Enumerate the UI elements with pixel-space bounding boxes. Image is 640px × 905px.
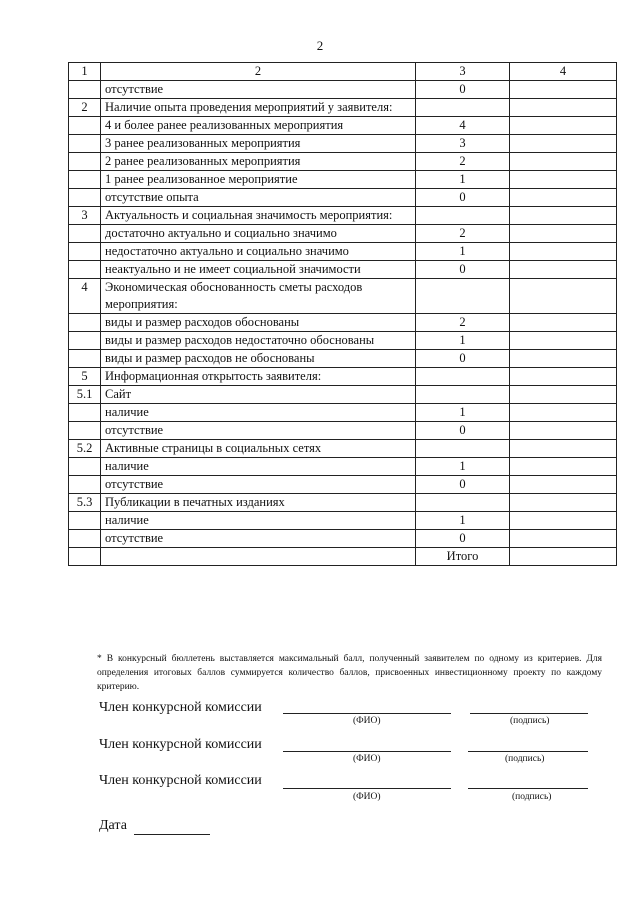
- score-cell: 1: [416, 332, 510, 350]
- score-cell: [416, 207, 510, 225]
- criterion-text: достаточно актуально и социально значимо: [101, 225, 416, 243]
- mark-cell[interactable]: [510, 117, 617, 135]
- score-cell: Итого: [416, 548, 510, 566]
- table-row: [69, 314, 617, 332]
- row-number: [69, 225, 101, 243]
- table-row: [69, 207, 617, 225]
- criterion-text: Экономическая обоснованность сметы расходов мероприятия:: [101, 279, 416, 314]
- mark-cell[interactable]: [510, 314, 617, 332]
- criterion-text: 4 и более ранее реализованных мероприятия: [101, 117, 416, 135]
- table-row: [69, 99, 617, 117]
- mark-cell[interactable]: [510, 153, 617, 171]
- criterion-text: неактуально и не имеет социальной значимости: [101, 261, 416, 279]
- criterion-text: отсутствие: [101, 422, 416, 440]
- mark-cell[interactable]: [510, 476, 617, 494]
- page-number: 2: [316, 38, 324, 53]
- row-number: [69, 171, 101, 189]
- mark-cell[interactable]: [510, 81, 617, 99]
- row-number: 5.1: [69, 386, 101, 404]
- score-cell: 0: [416, 350, 510, 368]
- table-row: [69, 512, 617, 530]
- mark-cell[interactable]: [510, 350, 617, 368]
- mark-cell[interactable]: [510, 332, 617, 350]
- table-row: [69, 440, 617, 458]
- mark-cell[interactable]: [510, 548, 617, 566]
- row-number: [69, 332, 101, 350]
- score-cell: 2: [416, 314, 510, 332]
- sign-line-1[interactable]: [470, 713, 588, 714]
- table-row: [69, 368, 617, 386]
- mark-cell[interactable]: [510, 243, 617, 261]
- row-number: 5.3: [69, 494, 101, 512]
- row-number: [69, 117, 101, 135]
- criterion-text: отсутствие: [101, 476, 416, 494]
- score-cell: 2: [416, 153, 510, 171]
- row-number: [69, 548, 101, 566]
- score-cell: 1: [416, 243, 510, 261]
- row-number: [69, 404, 101, 422]
- criterion-text: отсутствие опыта: [101, 189, 416, 207]
- mark-cell[interactable]: [510, 171, 617, 189]
- score-cell: [416, 279, 510, 314]
- row-number: [69, 153, 101, 171]
- row-number: 4: [69, 279, 101, 314]
- row-number: 5.2: [69, 440, 101, 458]
- row-number: [69, 458, 101, 476]
- mark-cell[interactable]: [510, 512, 617, 530]
- table-row: [69, 332, 617, 350]
- row-number: [69, 422, 101, 440]
- mark-cell[interactable]: [510, 422, 617, 440]
- criterion-text: 1 ранее реализованное мероприятие: [101, 171, 416, 189]
- score-cell: 1: [416, 171, 510, 189]
- table-row: [69, 81, 617, 99]
- table-row: [69, 171, 617, 189]
- table-row: [69, 189, 617, 207]
- criterion-text: Сайт: [101, 386, 416, 404]
- criterion-text: наличие: [101, 404, 416, 422]
- criterion-text: виды и размер расходов недостаточно обоснованы: [101, 332, 416, 350]
- row-number: 3: [69, 207, 101, 225]
- score-cell: [416, 99, 510, 117]
- date-label: Дата: [99, 818, 127, 833]
- row-number: 5: [69, 368, 101, 386]
- row-number: 2: [69, 99, 101, 117]
- row-number: [69, 350, 101, 368]
- table-row: [69, 135, 617, 153]
- table-row: [69, 225, 617, 243]
- header-col-1: 1: [69, 63, 101, 81]
- criterion-text: отсутствие: [101, 530, 416, 548]
- header-col-3: 3: [416, 63, 510, 81]
- mark-cell[interactable]: [510, 530, 617, 548]
- mark-cell[interactable]: [510, 279, 617, 314]
- criterion-text: наличие: [101, 512, 416, 530]
- header-col-4: 4: [510, 63, 617, 81]
- mark-cell[interactable]: [510, 386, 617, 404]
- fio-line-2[interactable]: [283, 751, 451, 752]
- mark-cell[interactable]: [510, 99, 617, 117]
- criterion-text: 2 ранее реализованных мероприятия: [101, 153, 416, 171]
- score-cell: 0: [416, 476, 510, 494]
- fio-caption-3: (ФИО): [353, 792, 381, 802]
- table-row: [69, 458, 617, 476]
- criterion-text: виды и размер расходов не обоснованы: [101, 350, 416, 368]
- table-row: [69, 350, 617, 368]
- score-cell: [416, 494, 510, 512]
- mark-cell[interactable]: [510, 189, 617, 207]
- score-cell: 2: [416, 225, 510, 243]
- row-number: [69, 189, 101, 207]
- row-number: [69, 512, 101, 530]
- score-cell: 0: [416, 81, 510, 99]
- table-row: [69, 548, 617, 566]
- table-row: [69, 476, 617, 494]
- score-cell: 3: [416, 135, 510, 153]
- sign-caption-2: (подпись): [505, 754, 545, 764]
- criterion-text: 3 ранее реализованных мероприятия: [101, 135, 416, 153]
- row-number: [69, 261, 101, 279]
- table-row: [69, 530, 617, 548]
- mark-cell[interactable]: [510, 261, 617, 279]
- mark-cell[interactable]: [510, 135, 617, 153]
- criterion-text: Активные страницы в социальных сетях: [101, 440, 416, 458]
- sign-line-3[interactable]: [468, 788, 588, 789]
- fio-line-1[interactable]: [283, 713, 451, 714]
- table-row: [69, 117, 617, 135]
- sign-line-2[interactable]: [468, 751, 588, 752]
- table-row: [69, 153, 617, 171]
- signature-label-2: Член конкурсной комиссии: [99, 737, 262, 752]
- mark-cell[interactable]: [510, 225, 617, 243]
- criterion-text: отсутствие: [101, 81, 416, 99]
- score-cell: 1: [416, 458, 510, 476]
- fio-caption-1: (ФИО): [353, 716, 381, 726]
- fio-line-3[interactable]: [283, 788, 451, 789]
- criterion-text: наличие: [101, 458, 416, 476]
- criterion-text: [101, 548, 416, 566]
- signature-label-3: Член конкурсной комиссии: [99, 773, 262, 788]
- fio-caption-2: (ФИО): [353, 754, 381, 764]
- mark-cell[interactable]: [510, 440, 617, 458]
- score-cell: [416, 368, 510, 386]
- row-number: [69, 530, 101, 548]
- mark-cell[interactable]: [510, 368, 617, 386]
- score-cell: [416, 440, 510, 458]
- sign-caption-1: (подпись): [510, 716, 550, 726]
- criterion-text: Наличие опыта проведения мероприятий у заявителя:: [101, 99, 416, 117]
- date-line[interactable]: [134, 834, 210, 835]
- row-number: [69, 243, 101, 261]
- criterion-text: Актуальность и социальная значимость мероприятия:: [101, 207, 416, 225]
- table-row: [69, 494, 617, 512]
- row-number: [69, 81, 101, 99]
- score-cell: 1: [416, 512, 510, 530]
- criterion-text: недостаточно актуально и социально значимо: [101, 243, 416, 261]
- table-header-row: [69, 63, 617, 81]
- table-row: [69, 243, 617, 261]
- criterion-text: виды и размер расходов обоснованы: [101, 314, 416, 332]
- mark-cell[interactable]: [510, 404, 617, 422]
- criterion-text: Публикации в печатных изданиях: [101, 494, 416, 512]
- row-number: [69, 314, 101, 332]
- criterion-text: Информационная открытость заявителя:: [101, 368, 416, 386]
- score-cell: 0: [416, 530, 510, 548]
- table-row: [69, 386, 617, 404]
- score-cell: [416, 386, 510, 404]
- mark-cell[interactable]: [510, 207, 617, 225]
- table-row: [69, 422, 617, 440]
- score-cell: 0: [416, 422, 510, 440]
- table-row: [69, 279, 617, 314]
- signature-label-1: Член конкурсной комиссии: [99, 700, 262, 715]
- row-number: [69, 476, 101, 494]
- sign-caption-3: (подпись): [512, 792, 552, 802]
- score-cell: 1: [416, 404, 510, 422]
- criteria-table: [68, 62, 617, 566]
- score-cell: 0: [416, 189, 510, 207]
- row-number: [69, 135, 101, 153]
- mark-cell[interactable]: [510, 458, 617, 476]
- mark-cell[interactable]: [510, 494, 617, 512]
- score-cell: 0: [416, 261, 510, 279]
- footnote: * В конкурсный бюллетень выставляется максимальный балл, полученный заявителем по одному из критериев. Для определения итоговых баллов суммируется количество баллов, присвоенных инвестиционному проекту по каждому критерию.: [97, 654, 602, 692]
- score-cell: 4: [416, 117, 510, 135]
- table-row: [69, 404, 617, 422]
- table-row: [69, 261, 617, 279]
- header-col-2: 2: [101, 63, 416, 81]
